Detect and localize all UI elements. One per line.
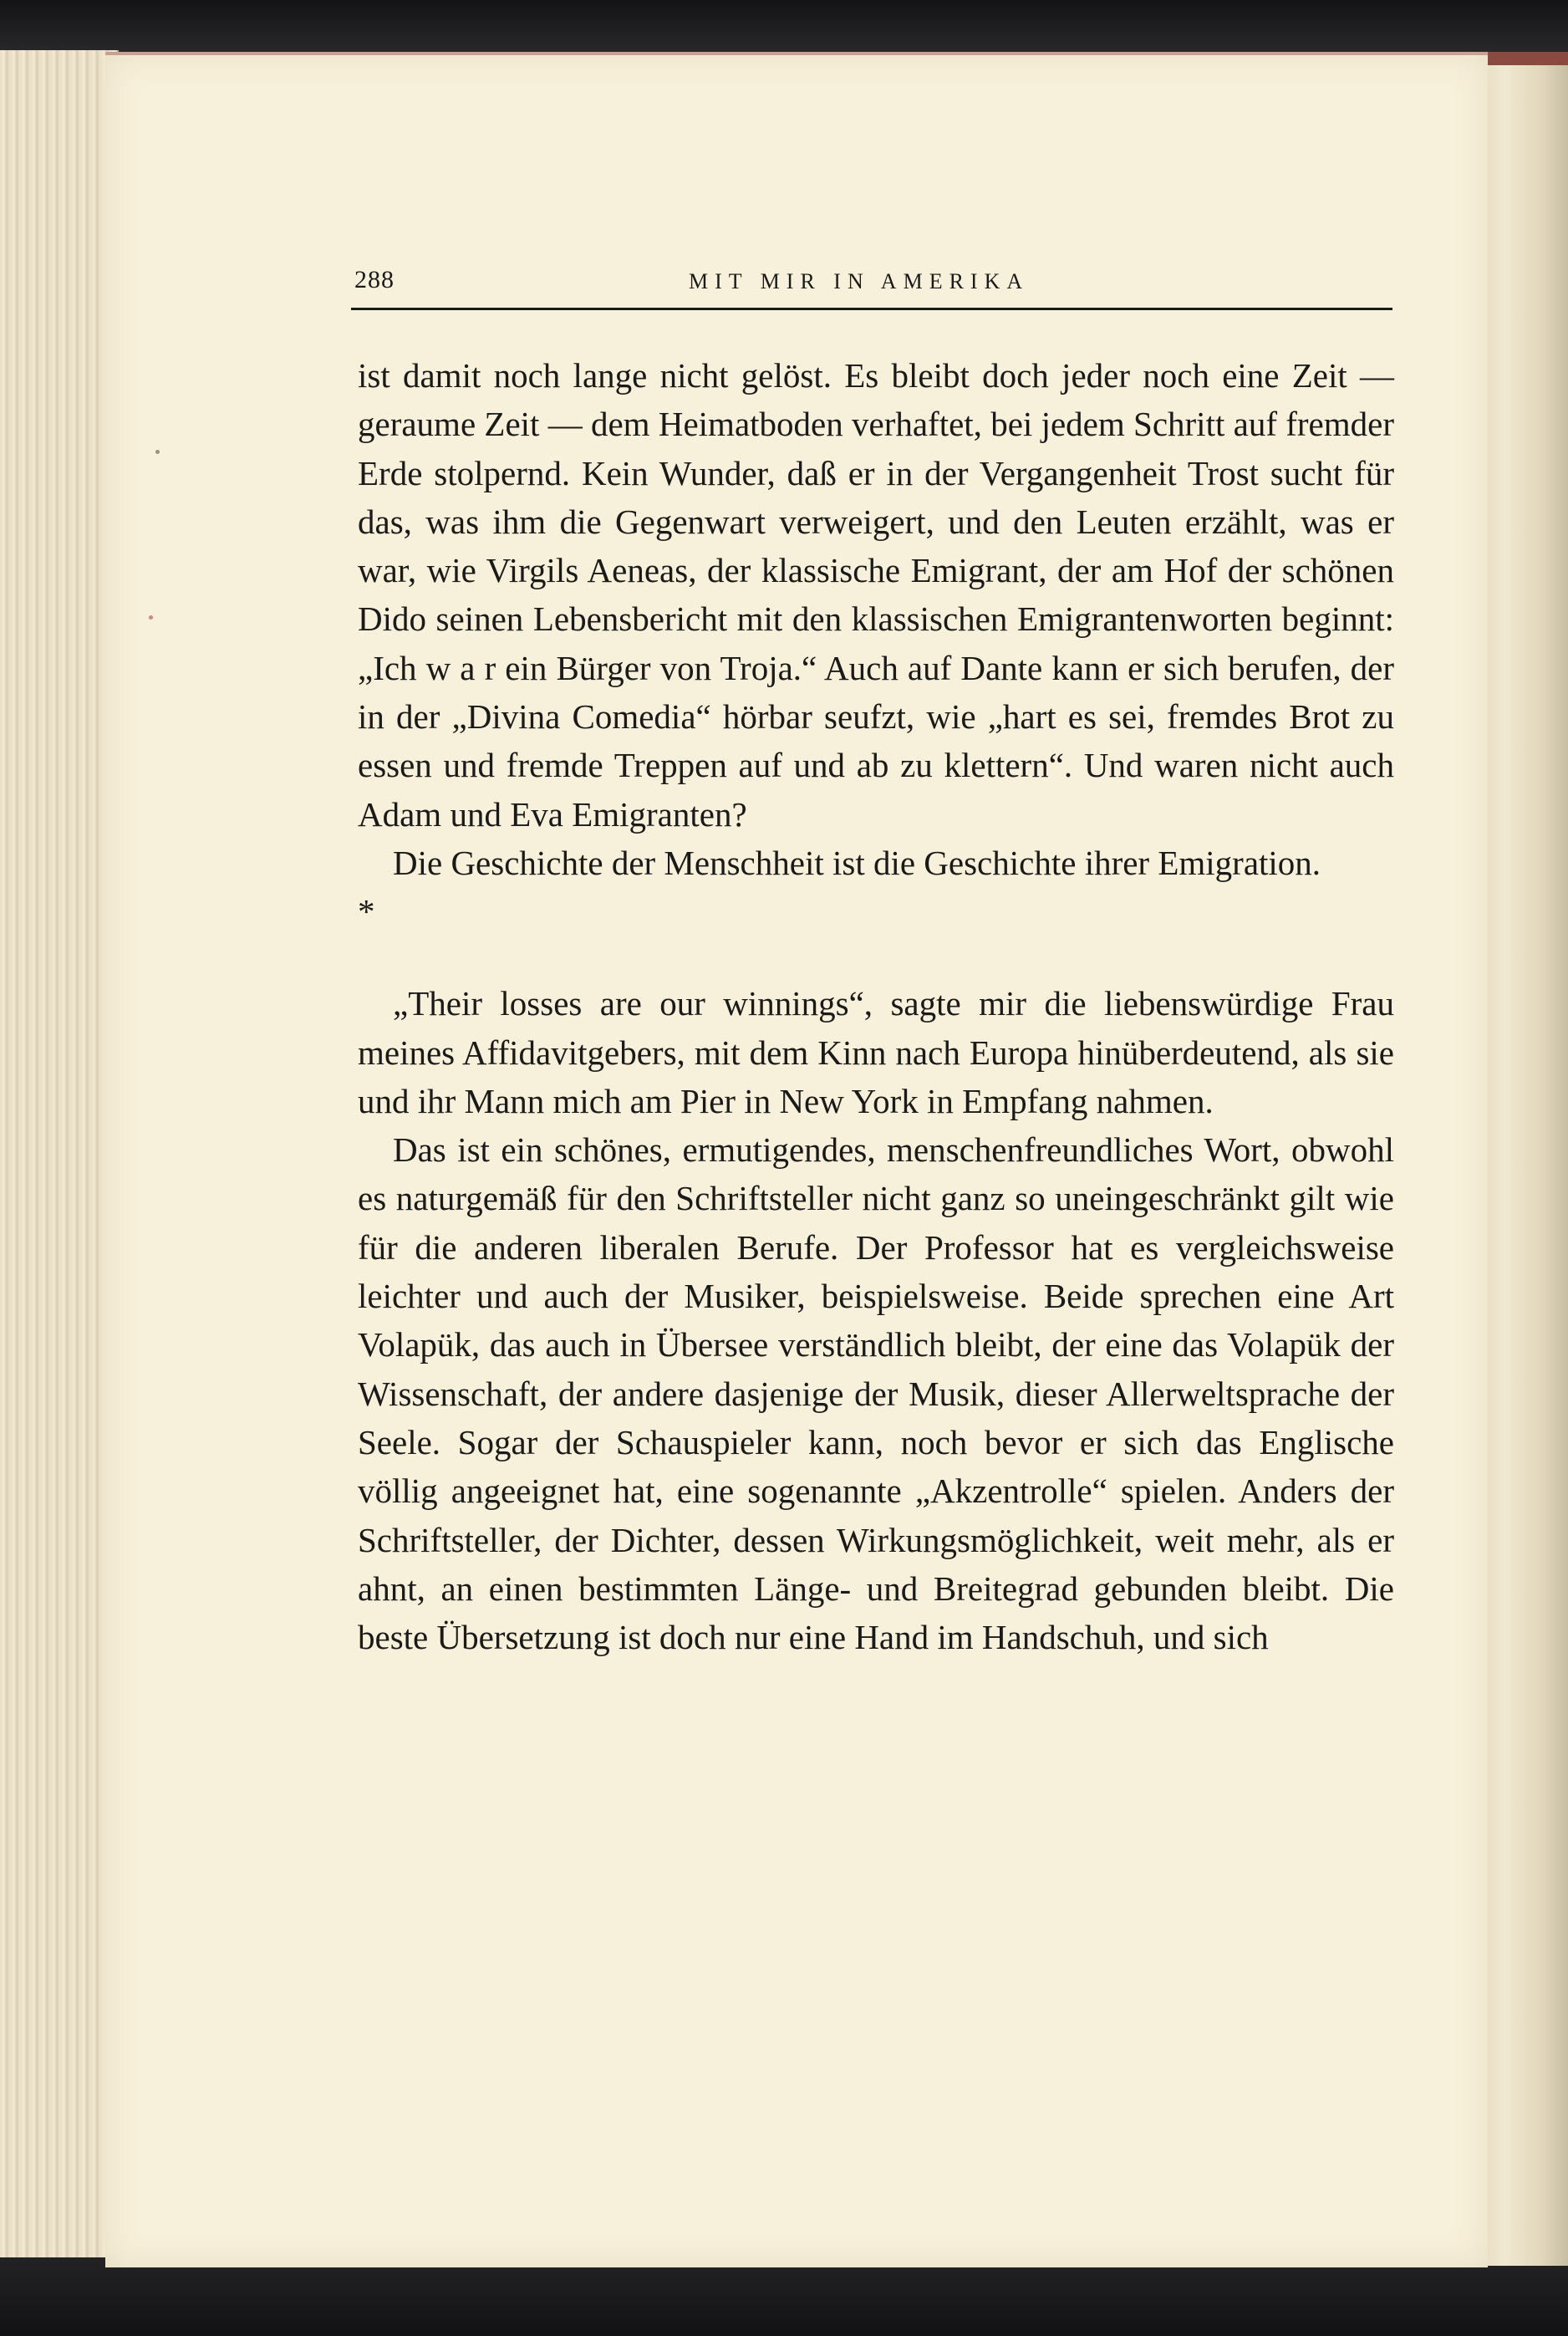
paragraph-2: Die Geschichte der Menschheit ist die Geschichte ihrer Emigration. (393, 843, 1321, 882)
scan-bottom-background (0, 2257, 1568, 2336)
paragraph-3: „Their losses are our winnings“, sagte mir die liebenswürdige Frau meines Affidavitgebers, mit dem Kinn nach Europa hinüberdeutend, als sie und ihr Mann mich am Pier in New York in Empfang nahmen. (358, 984, 1394, 1120)
page-stack-left (0, 50, 119, 2257)
paper-speck (155, 450, 160, 454)
running-title: MIT MIR IN AMERIKA (689, 269, 1030, 293)
paragraph-4: Das ist ein schönes, ermutigendes, menschenfreundliches Wort, obwohl es naturgemäß für den Schriftsteller nicht ganz so uneingeschränkt gilt wie für die anderen liberalen Berufe. Der Professor hat es vergleichsweise leichter und auch der Musiker, beispielsweise. Beide sprechen eine Art Volapük, das auch in Übersee verständlich bleibt, der eine das Volapük der Wissenschaft, der andere dasjenige der Musik, dieser Allerweltsprache der Seele. Sogar der Schauspieler kann, noch bevor er sich das Englische völlig angeeignet hat, eine sogenannte „Akzentrolle“ spielen. Anders der Schriftsteller, der Dichter, dessen Wirkungsmöglichkeit, weit mehr, als er ahnt, an einen bestimmten Länge- und Breitegrad gebunden bleibt. Die beste Übersetzung ist doch nur eine Hand im Handschuh, und sich (358, 1130, 1394, 1657)
header-rule (351, 308, 1392, 310)
paragraph-1: ist damit noch lange nicht gelöst. Es bleibt doch jeder noch eine Zeit — geraume Zeit — dem Heimatboden verhaftet, bei jedem Schritt auf fremder Erde stolpernd. Kein Wunder, daß er in der Vergangenheit Trost sucht für das, was ihm die Gegenwart verweigert, und den Leuten erzählt, was er war, wie Virgils Aeneas, der klassische Emigrant, der am Hof der schönen Dido seinen Lebensbericht mit den klassischen Emigrantenworten beginnt: „Ich w a r ein Bürger von Troja.“ Auch auf Dante kann er sich berufen, der in der „Divina Comedia“ hörbar seufzt, wie „hart es sei, fremdes Brot zu essen und fremde Treppen auf und ab zu klettern“. Und waren nicht auch Adam und Eva Emigranten? (358, 356, 1394, 834)
page-top-edge (105, 52, 1488, 55)
cover-edge (1479, 52, 1568, 65)
page-number: 288 (354, 266, 395, 293)
running-header (246, 266, 1392, 308)
paper-speck (149, 615, 153, 620)
scan-top-background (0, 0, 1568, 59)
page-stack-right (1478, 59, 1568, 2266)
body-text (358, 351, 1394, 1661)
section-break: * (358, 892, 375, 931)
